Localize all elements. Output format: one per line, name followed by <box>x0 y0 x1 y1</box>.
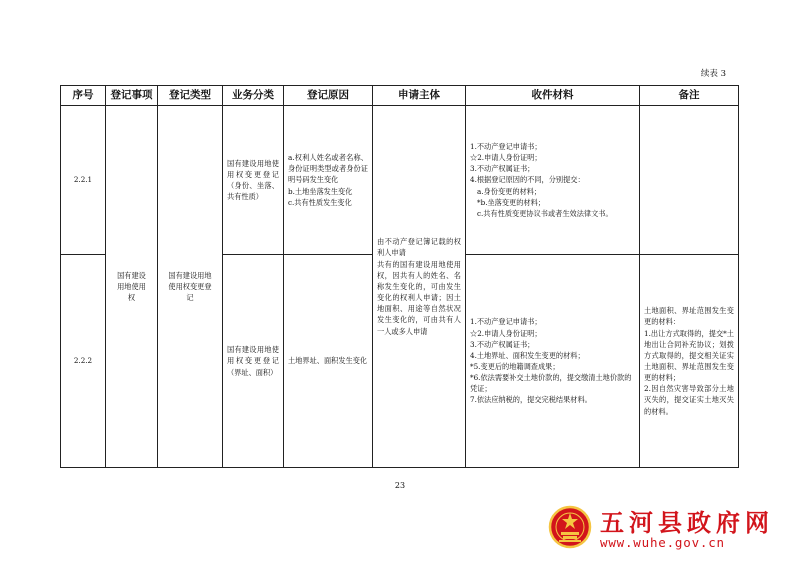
material-line: 7.依法应纳税的，提交完税结果材料。 <box>470 395 592 405</box>
header-cell: 备注 <box>640 86 739 106</box>
header-cell: 登记类型 <box>158 86 223 106</box>
header-cell: 收件材料 <box>466 86 640 106</box>
remark-line: 1.出让方式取得的，提交*土地出让合同补充协议；划拨方式取得的，提交相关证实土地面积、界址范围发生变更的材料； <box>644 328 734 383</box>
required-materials <box>466 255 640 468</box>
reason-line: b.土地坐落发生变化 <box>288 186 353 196</box>
required-materials <box>466 106 640 255</box>
material-line: 3.不动产权属证书； <box>470 339 535 349</box>
reason-line: a.权利人姓名或者名称、身份证明类型或者身份证明号码发生变化 <box>288 153 368 185</box>
material-line: *5.变更后的地籍调查成果； <box>470 362 560 371</box>
registration-reason <box>284 106 373 255</box>
material-line: ☆2.申请人身份证明； <box>470 328 542 338</box>
material-line: 4.根据登记原因的不同，分别提交： <box>470 175 585 185</box>
continued-label: 续表 3 <box>700 69 726 79</box>
applicant-line: 由不动产登记簿记载的权利人申请 <box>377 237 461 258</box>
serial-number: 2.2.1 <box>61 106 106 255</box>
material-line: 1.不动产登记申请书； <box>470 317 542 327</box>
material-line: 3.不动产权属证书； <box>470 164 535 174</box>
registration-item <box>106 106 158 468</box>
header-cell: 登记原因 <box>284 86 373 106</box>
remark-line: 2.因自然灾害导致部分土地灭失的，提交证实土地灭失的材料。 <box>644 384 734 416</box>
registration-table <box>60 85 739 468</box>
registration-reason <box>284 255 373 468</box>
reason-line: 土地界址、面积发生变化 <box>288 356 368 366</box>
material-line: c.共有性质变更协议书或者生效法律文书。 <box>477 208 613 218</box>
material-line: 1.不动产登记申请书； <box>470 141 542 151</box>
remark-line: 土地面积、界址范围发生变更的材料： <box>644 306 734 327</box>
header-cell: 序号 <box>61 86 106 106</box>
business-category: 国有建设用地使用权变更登记（身份、坐落、共有性质） <box>223 106 284 255</box>
applicant-subject <box>373 106 466 468</box>
material-line: *6.依法需要补交土地价款的，提交缴清土地价款的凭证； <box>470 373 632 394</box>
registration-type <box>158 106 223 468</box>
site-url: www.wuhe.gov.cn <box>600 535 725 550</box>
page-number: 23 <box>394 481 406 490</box>
registration-item-text: 国有建设用地使用权 <box>117 270 146 303</box>
site-watermark <box>548 503 788 555</box>
header-cell: 登记事项 <box>106 86 158 106</box>
material-line: *b.坐落变更的材料； <box>477 197 545 207</box>
material-line: ☆2.申请人身份证明； <box>470 153 542 163</box>
remarks <box>640 106 739 255</box>
business-category: 国有建设用地使用权变更登记（界址、面积） <box>223 255 284 468</box>
table-row <box>61 106 739 255</box>
remarks <box>640 255 739 468</box>
material-line: a.身份变更的材料； <box>477 186 542 196</box>
national-emblem-icon <box>548 505 592 549</box>
table-header-row <box>61 86 739 106</box>
registration-type-text: 国有建设用地使用权变更登记 <box>168 270 212 303</box>
header-cell: 申请主体 <box>373 86 466 106</box>
material-line: 4.土地界址、面积发生变更的材料； <box>470 350 585 360</box>
applicant-line: 共有的国有建设用地使用权，因共有人的姓名、名称发生变化的，可由发生变化的权利人申请；因土地面积、用途等自然状况发生变化的，可由共有人一人或多人申请 <box>377 259 461 336</box>
header-cell: 业务分类 <box>223 86 284 106</box>
site-name: 五河县政府网 <box>600 509 774 537</box>
reason-line: c.共有性质发生变化 <box>288 197 352 207</box>
serial-number: 2.2.2 <box>61 255 106 468</box>
